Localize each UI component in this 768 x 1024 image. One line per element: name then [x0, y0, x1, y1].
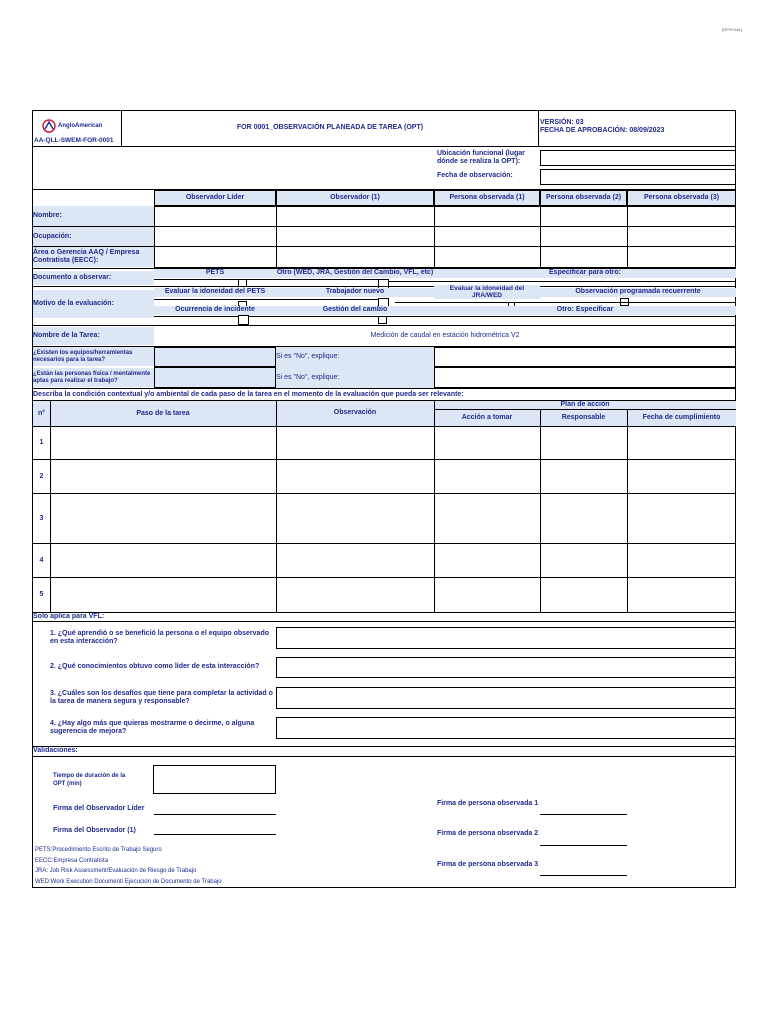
sig-p2-label: Firma de persona observada 2: [437, 830, 539, 837]
glossary-wed: WED:Work Execution Document/ Ejecución de Documento de Trabajo: [35, 879, 222, 885]
functional-location-label: Ubicación funcional (lugar dónde se realiza la OPT):: [437, 150, 525, 165]
vfl-question-1: 1. ¿Qué aprendió o se benefició la persona o el equipo observado en esta interacción?: [50, 630, 269, 645]
row-occupation-label: Ocupación:: [33, 227, 154, 246]
duration-label: Tiempo de duración de la OPT (min): [53, 773, 126, 787]
company-logo: [42, 119, 112, 133]
step-number-5: 5: [39, 590, 44, 598]
sig-p1-label: Firma de persona observada 1: [437, 800, 539, 807]
action-plan-header: Plan de acción: [560, 401, 610, 408]
form-title: FOR 0001_OBSERVACIÓN PLANEADA DE TAREA (OPT): [236, 124, 424, 131]
col-due-date: Fecha de cumplimiento: [642, 414, 721, 421]
task-name-value[interactable]: Medición de caudal en estación hidrométrica V2: [370, 332, 520, 339]
equipment-explain-input[interactable]: [434, 347, 736, 367]
document-label: Documento a observar:: [33, 271, 154, 285]
motive-incident-checkbox[interactable]: [238, 315, 249, 325]
persons-explain-input[interactable]: [434, 367, 736, 388]
approval-date: FECHA DE APROBACIÓN: 08/09/2023: [540, 127, 665, 134]
doc-specify-label: Especificar para otro:: [434, 269, 736, 278]
sig-p3-line[interactable]: [540, 875, 627, 876]
observation-date-input[interactable]: [540, 169, 736, 185]
equipment-explain-label: Si es "No", explique:: [276, 347, 434, 367]
vfl-question-3: 3. ¿Cuáles son los desafíos que tiene para completar la actividad o la tarea de manera segura y responsable?: [50, 690, 273, 705]
observation-date-label: Fecha de observación:: [437, 172, 513, 179]
functional-location-input[interactable]: [540, 150, 736, 166]
motive-label: Motivo de la evaluación:: [33, 290, 154, 318]
col-responsible: Responsable: [561, 414, 606, 421]
motive-change: Gestión del cambio: [276, 306, 434, 315]
logo-text: AngloAmerican: [58, 123, 103, 129]
vfl-answer-3[interactable]: [276, 687, 736, 709]
official-mark: [OFFICIAL]: [722, 27, 743, 32]
task-name-label: Nombre de la Tarea:: [33, 327, 154, 345]
motive-pets: Evaluar la idoneidad del PETS: [154, 288, 276, 297]
persons-question: ¿Están las personas física / mentalmente aptas para realizar el trabajo?: [33, 368, 154, 387]
equipment-answer[interactable]: [154, 347, 276, 367]
glossary-pets: PETS:Procedimiento Escrito de Trabajo Seguro: [35, 847, 162, 853]
persons-answer[interactable]: [154, 367, 276, 388]
row-area-label: Área o Gerencia AAQ / Empresa Contratista (EECC):: [33, 247, 154, 267]
glossary-jra: JRA: Job Risk Assessment/Evaluación de Riesgo de Trabajo: [35, 868, 197, 874]
step-number-4: 4: [39, 556, 44, 564]
equipment-question: ¿Existen los equipos/herramientas necesarios para la tarea?: [33, 347, 154, 366]
sig-observer-label: Firma del Observador (1): [53, 827, 136, 834]
vfl-question-2: 2. ¿Qué conocimientos obtuvo como líder de esta interacción?: [50, 663, 260, 670]
col-observed-3: Persona observada (3): [627, 190, 736, 206]
sig-p1-line[interactable]: [540, 814, 627, 815]
col-observed-2: Persona observada (2): [540, 190, 627, 206]
version: VERSIÓN: 03: [540, 119, 584, 126]
col-observed-1: Persona observada (1): [434, 190, 540, 206]
step-number-3: 3: [39, 514, 44, 522]
motive-jra-wed: Evaluar la idoneidad del JRA/WED: [434, 285, 540, 299]
doc-option-other: Otro (WED, JRA, Gestión del Cambio, VFL, etc): [276, 269, 434, 276]
col-observation: Observación: [333, 408, 377, 416]
step-number-1: 1: [39, 439, 44, 446]
motive-other: Otro: Especificar: [434, 306, 736, 315]
glossary-eecc: EECC:Empresa Contratista: [35, 858, 109, 864]
col-observer-leader: Observador Líder: [154, 190, 276, 206]
duration-input[interactable]: [153, 765, 276, 794]
col-step: Paso de la tarea: [136, 409, 190, 417]
sig-leader-line[interactable]: [154, 814, 276, 815]
motive-incident: Ocurrencia de incidente: [154, 306, 276, 315]
motive-scheduled: Observación programada recuerrente: [540, 288, 736, 297]
sig-p3-label: Firma de persona observada 3: [437, 861, 539, 868]
motive-change-checkbox[interactable]: [378, 316, 387, 324]
step-number-2: 2: [39, 472, 44, 480]
sig-leader-label: Firma del Observador Líder: [53, 805, 145, 812]
steps-instruction: Describa la condición contextual y/o ambiental de cada paso de la tarea en el momento de la evaluación que pueda ser relevante:: [33, 391, 464, 398]
vfl-question-4: 4. ¿Hay algo más que quieras mostrarme o decirme, o alguna sugerencia de mejora?: [50, 720, 255, 735]
vfl-answer-2[interactable]: [276, 657, 736, 678]
logo-icon: [42, 119, 56, 133]
col-observer-1: Observador (1): [276, 190, 434, 206]
doc-option-pets: PETS: [154, 269, 276, 278]
vfl-answer-1[interactable]: [276, 627, 736, 649]
vfl-answer-4[interactable]: [276, 717, 736, 739]
validations-label: Validaciones:: [33, 747, 78, 754]
vfl-label: Solo aplica para VFL:: [33, 613, 105, 620]
doc-code: AA-QLL-SWEM-FOR-0001: [34, 137, 114, 144]
people-grid[interactable]: [154, 206, 736, 268]
persons-explain-label: Si es "No", explique:: [276, 367, 434, 388]
col-number: n°: [37, 409, 46, 417]
row-name-label: Nombre:: [33, 206, 154, 226]
sig-observer-line[interactable]: [154, 834, 276, 835]
sig-p2-line[interactable]: [540, 845, 627, 846]
col-action: Acción a tomar: [461, 414, 513, 421]
motive-new-worker: Trabajador nuevo: [276, 288, 434, 297]
